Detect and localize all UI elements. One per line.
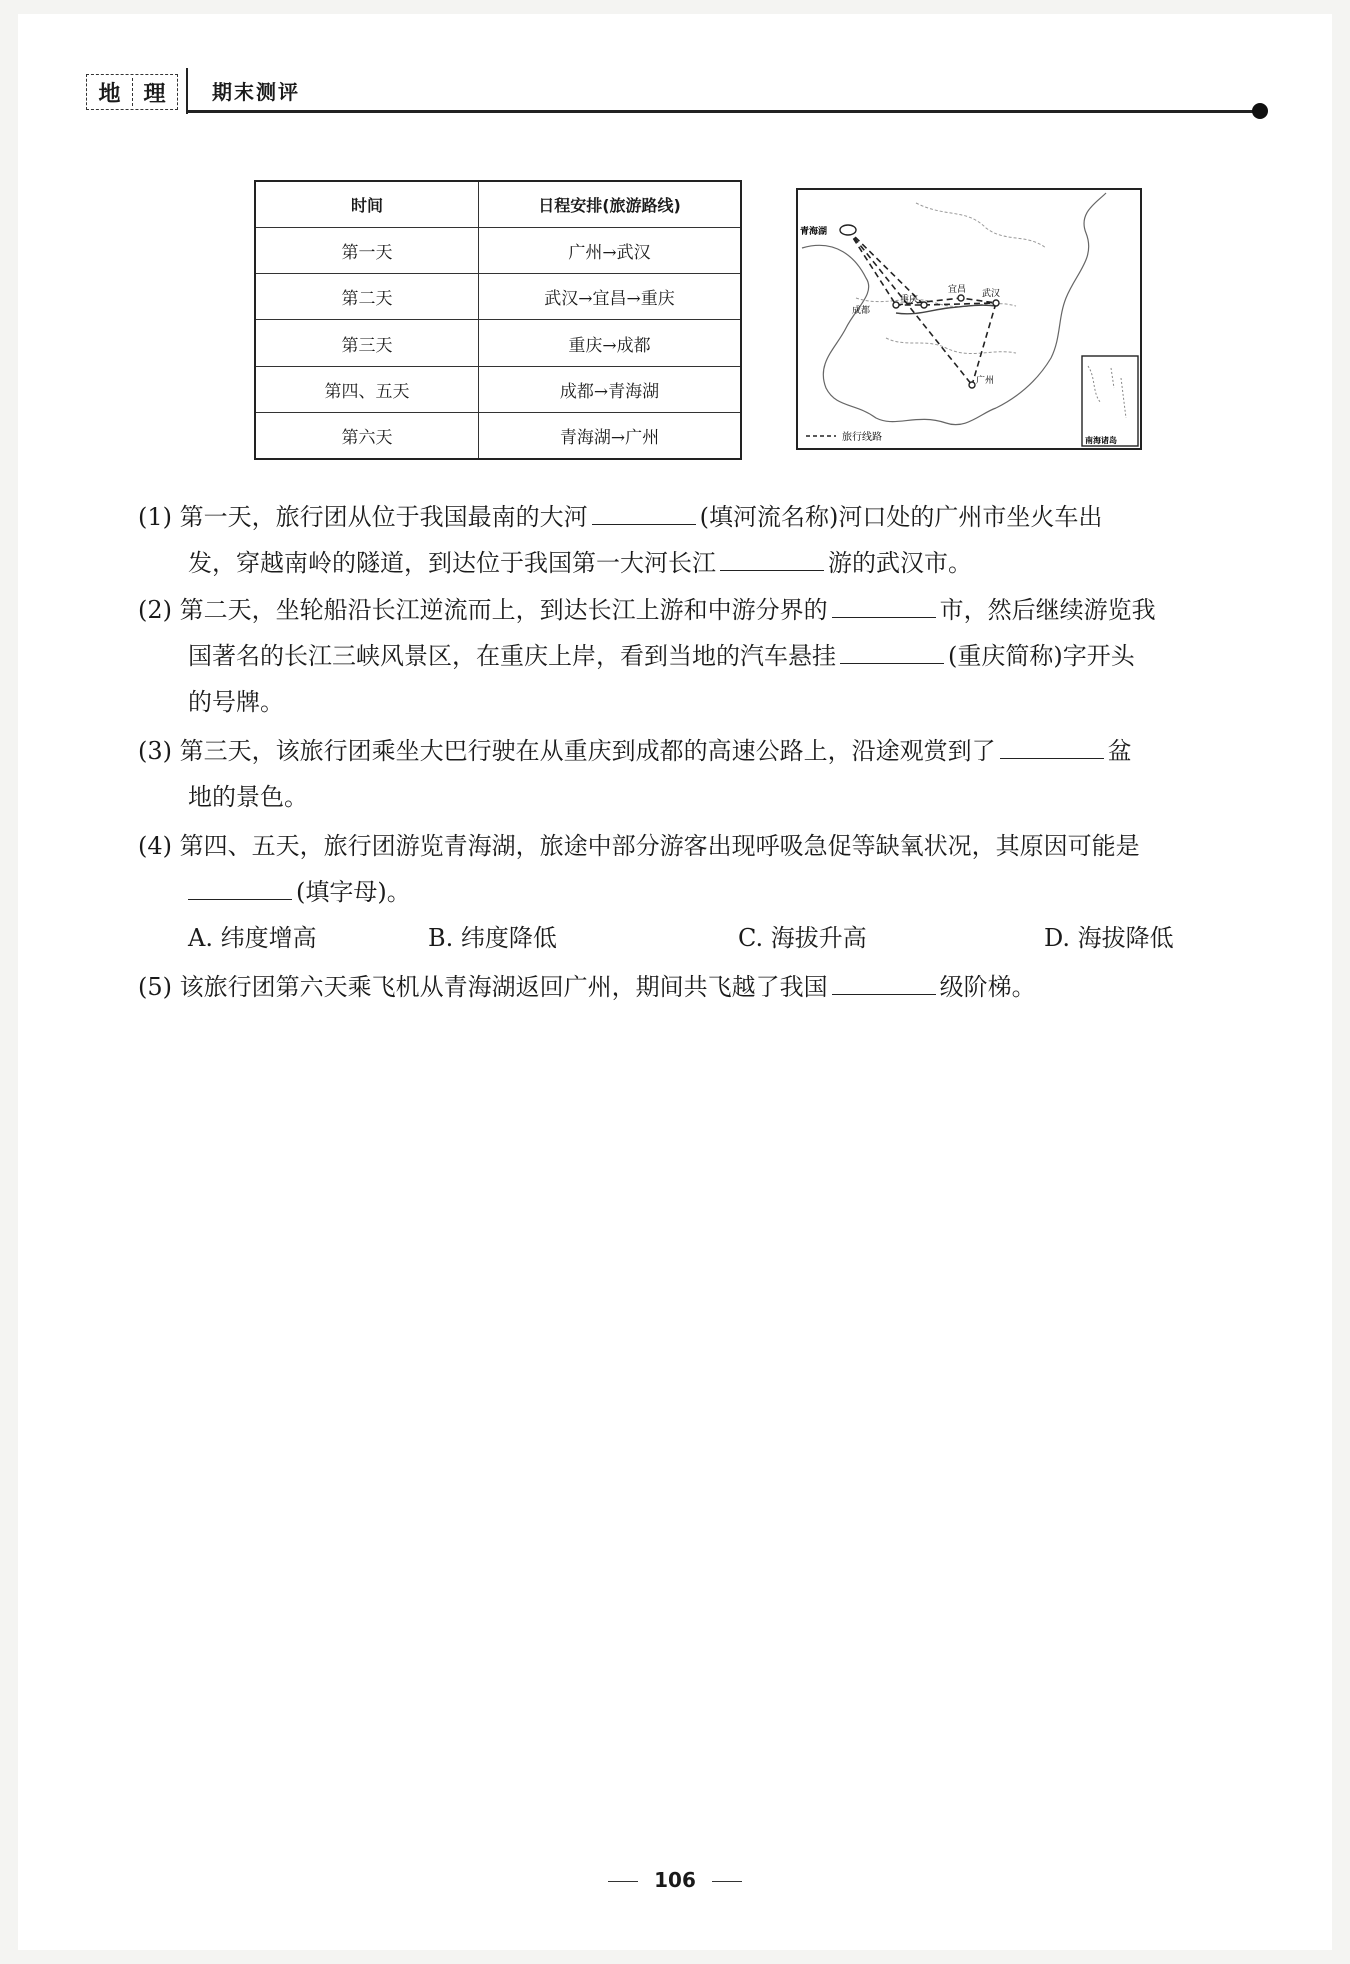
answer-blank[interactable] [1000, 734, 1104, 759]
table-row [255, 366, 741, 412]
table-row [255, 227, 741, 273]
table-row [255, 413, 741, 459]
table-cell: 第六天 [255, 413, 479, 459]
table-cell: 武汉→宜昌→重庆 [479, 274, 741, 320]
answer-blank[interactable] [832, 970, 936, 995]
question-text: 市，然后继续游览我 [939, 596, 1156, 624]
question-line [138, 587, 1156, 633]
question-text: 游的武汉市。 [828, 549, 972, 577]
table-cell: 第一天 [255, 227, 479, 273]
question-2 [138, 587, 1156, 725]
table-cell: 成都→青海湖 [479, 366, 741, 412]
question-text: (重庆简称)字开头 [948, 642, 1135, 670]
question-text: 国著名的长江三峡风景区，在重庆上岸，看到当地的汽车悬挂 [188, 642, 836, 670]
question-text: 盆 [1107, 737, 1132, 765]
page-dash [712, 1881, 742, 1882]
question-line [138, 540, 1102, 586]
section-title: 期末测评 [212, 80, 300, 104]
column-header: 时间 [255, 181, 479, 227]
column-header: 日程安排(旅游路线) [479, 181, 741, 227]
city-marker [993, 300, 999, 306]
answer-blank[interactable] [720, 546, 824, 571]
city-marker [921, 302, 927, 308]
question-line: 的号牌。 [188, 688, 284, 716]
table-cell: 青海湖→广州 [479, 413, 741, 459]
option-d[interactable]: D. 海拔降低 [1044, 924, 1174, 952]
badge-divider [132, 78, 133, 106]
map-label-chengdu: 成都 [852, 306, 871, 316]
table-cell: 第二天 [255, 274, 479, 320]
legend-label: 旅行线路 [842, 432, 882, 443]
question-text: (5) 该旅行团第六天乘飞机从青海湖返回广州，期间共飞越了我国 [138, 973, 828, 1001]
map-label-guangzhou: 广州 [976, 376, 995, 386]
question-line: (4) 第四、五天，旅行团游览青海湖，旅途中部分游客出现呼吸急促等缺氧状况，其原因可能是 [138, 832, 1140, 860]
page-number-text: 106 [654, 1868, 696, 1892]
answer-blank[interactable] [592, 500, 696, 525]
question-text: (3) 第三天，该旅行团乘坐大巴行驶在从重庆到成都的高速公路上，沿途观赏到了 [138, 737, 996, 765]
route-map [796, 188, 1142, 450]
subject-char: 理 [143, 81, 166, 107]
header-rule [186, 110, 1256, 113]
schedule-table [254, 180, 742, 460]
question-5 [138, 964, 1036, 1010]
question-1 [138, 494, 1102, 586]
city-marker [893, 302, 899, 308]
inset-label: 南海诸岛 [1085, 436, 1117, 445]
page-dash [608, 1881, 638, 1882]
question-text: (2) 第二天，坐轮船沿长江逆流而上，到达长江上游和中游分界的 [138, 596, 828, 624]
question-text: (填字母)。 [296, 878, 411, 906]
answer-blank[interactable] [832, 593, 936, 618]
table-cell: 第四、五天 [255, 366, 479, 412]
question-text: 级阶梯。 [939, 973, 1036, 1001]
table-cell: 广州→武汉 [479, 227, 741, 273]
question-line: 地的景色。 [188, 783, 308, 811]
map-label-yichang: 宜昌 [948, 285, 967, 295]
subject-char: 地 [98, 81, 121, 107]
question-line [138, 494, 1102, 540]
option-list [138, 915, 1174, 961]
question-4 [138, 823, 1174, 961]
question-line [138, 728, 1132, 774]
question-text: (填河流名称)河口处的广州市坐火车出 [699, 503, 1103, 531]
option-c[interactable]: C. 海拔升高 [738, 924, 867, 952]
table-row [255, 274, 741, 320]
question-3 [138, 728, 1132, 820]
option-b[interactable]: B. 纬度降低 [428, 924, 557, 952]
answer-blank[interactable] [840, 639, 944, 664]
question-text: 发，穿越南岭的隧道，到达位于我国第一大河长江 [188, 549, 716, 577]
table-row [255, 320, 741, 366]
option-a[interactable]: A. 纬度增高 [188, 924, 317, 952]
question-text: (1) 第一天，旅行团从位于我国最南的大河 [138, 503, 588, 531]
table-cell: 重庆→成都 [479, 320, 741, 366]
header-divider [186, 68, 188, 114]
question-line [138, 869, 1174, 915]
question-line [138, 964, 1036, 1010]
page-number [0, 1868, 1350, 1892]
map-label-chongqing: 重庆 [900, 295, 919, 305]
map-label-wuhan: 武汉 [982, 289, 1001, 299]
table-header-row [255, 181, 741, 227]
answer-blank[interactable] [188, 875, 292, 900]
table-cell: 第三天 [255, 320, 479, 366]
question-line [138, 633, 1156, 679]
city-marker [969, 382, 975, 388]
header-dot [1252, 103, 1268, 119]
map-label-qinghai: 青海湖 [800, 227, 828, 237]
city-marker [958, 295, 964, 301]
lake-marker [840, 225, 856, 235]
